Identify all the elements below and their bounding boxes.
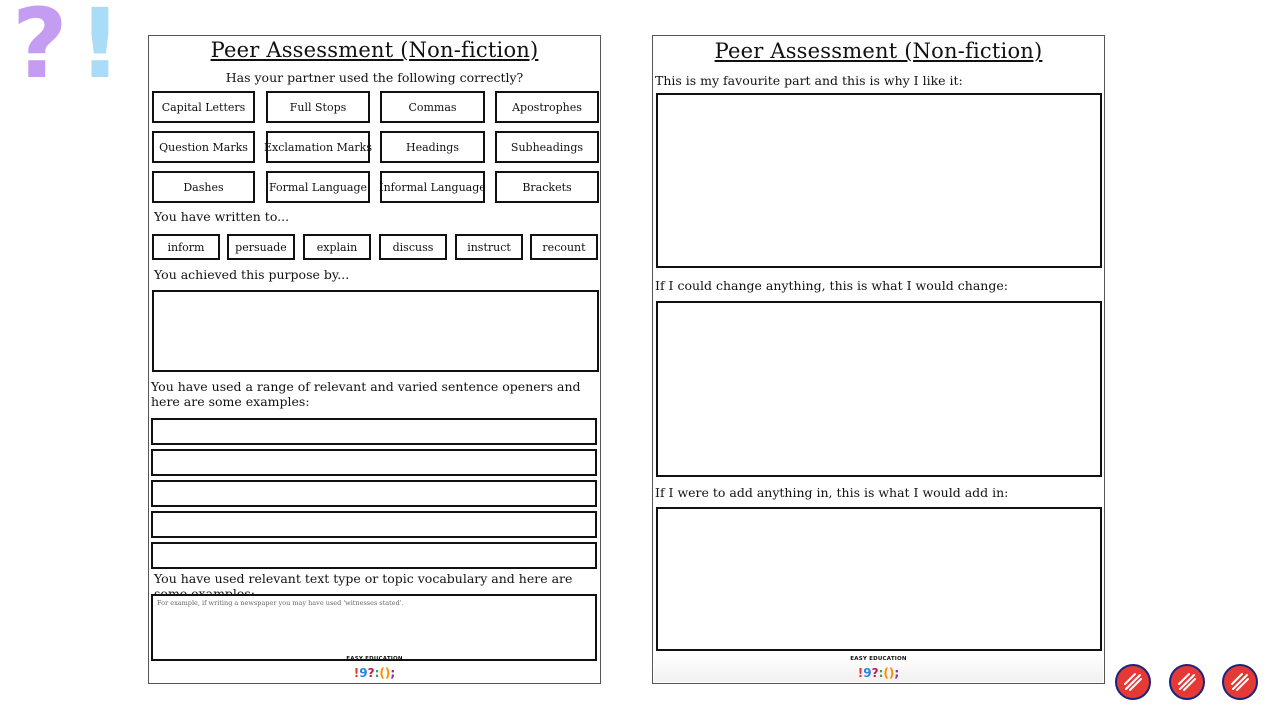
question-text: Has your partner used the following correctly?: [225, 70, 524, 85]
opener-answer-line[interactable]: [151, 542, 597, 569]
easy-education-logo: EASY EDUCATION !9?:();: [653, 656, 1104, 681]
vocab-example-text: For example, if writing a newspaper you may have used 'witnesses stated'.: [157, 599, 404, 607]
add-answer-box[interactable]: [656, 507, 1102, 651]
scribble-icon: [1228, 670, 1252, 694]
vocab-label: You have used relevant text type or topic vocabulary and here are: [154, 571, 573, 586]
easy-education-logo: EASY EDUCATION !9?:();: [149, 656, 600, 681]
punctuation-chip[interactable]: Formal Language: [266, 171, 370, 203]
logo-text: EASY EDUCATION: [850, 656, 907, 662]
punctuation-chip[interactable]: Subheadings: [495, 131, 599, 163]
openers-label: You have used a range of relevant and varied sentence openers and here are some examples:: [151, 379, 581, 409]
opener-answer-line[interactable]: [151, 480, 597, 507]
logo-text: EASY EDUCATION: [346, 656, 403, 662]
peer-assessment-sheet-left: [148, 35, 601, 684]
question-mark-decoration: ?: [12, 0, 68, 100]
punctuation-chip[interactable]: Capital Letters: [152, 91, 255, 123]
punctuation-chip[interactable]: Dashes: [152, 171, 255, 203]
sheet-title: Peer Assessment (Non-fiction): [210, 38, 539, 62]
punctuation-chip[interactable]: Headings: [380, 131, 485, 163]
exclamation-mark-decoration: !: [78, 0, 122, 100]
nav-dot-2[interactable]: [1169, 664, 1205, 700]
change-answer-box[interactable]: [656, 301, 1102, 477]
favourite-answer-box[interactable]: [656, 93, 1102, 268]
opener-answer-line[interactable]: [151, 418, 597, 445]
punctuation-chip[interactable]: Question Marks: [152, 131, 255, 163]
punctuation-chip[interactable]: Commas: [380, 91, 485, 123]
punctuation-chip[interactable]: Informal Language: [380, 171, 485, 203]
change-label: If I could change anything, this is what I would change:: [655, 278, 1008, 293]
purpose-chip-recount[interactable]: recount: [530, 234, 598, 260]
nav-dot-3[interactable]: [1222, 664, 1258, 700]
purpose-chip-explain[interactable]: explain: [303, 234, 371, 260]
purpose-chip-inform[interactable]: inform: [152, 234, 220, 260]
peer-assessment-sheet-right: [652, 35, 1105, 684]
add-label: If I were to add anything in, this is what I would add in:: [655, 485, 1009, 500]
scribble-icon: [1121, 670, 1145, 694]
achieved-answer-box[interactable]: [152, 290, 599, 372]
achieved-label: You achieved this purpose by...: [154, 267, 350, 282]
purpose-chip-discuss[interactable]: discuss: [379, 234, 447, 260]
punctuation-chip[interactable]: Exclamation Marks: [266, 131, 370, 163]
opener-answer-line[interactable]: [151, 449, 597, 476]
punctuation-chip[interactable]: Full Stops: [266, 91, 370, 123]
punctuation-chip[interactable]: Brackets: [495, 171, 599, 203]
vocab-answer-box[interactable]: [151, 594, 597, 661]
favourite-label: This is my favourite part and this is why I like it:: [655, 73, 963, 88]
scribble-icon: [1175, 670, 1199, 694]
punctuation-chip[interactable]: Apostrophes: [495, 91, 599, 123]
nav-dot-1[interactable]: [1115, 664, 1151, 700]
purpose-chip-persuade[interactable]: persuade: [227, 234, 295, 260]
opener-answer-line[interactable]: [151, 511, 597, 538]
sheet-title: Peer Assessment (Non-fiction): [714, 39, 1043, 63]
purpose-label: You have written to...: [154, 209, 290, 224]
purpose-chip-instruct[interactable]: instruct: [455, 234, 523, 260]
